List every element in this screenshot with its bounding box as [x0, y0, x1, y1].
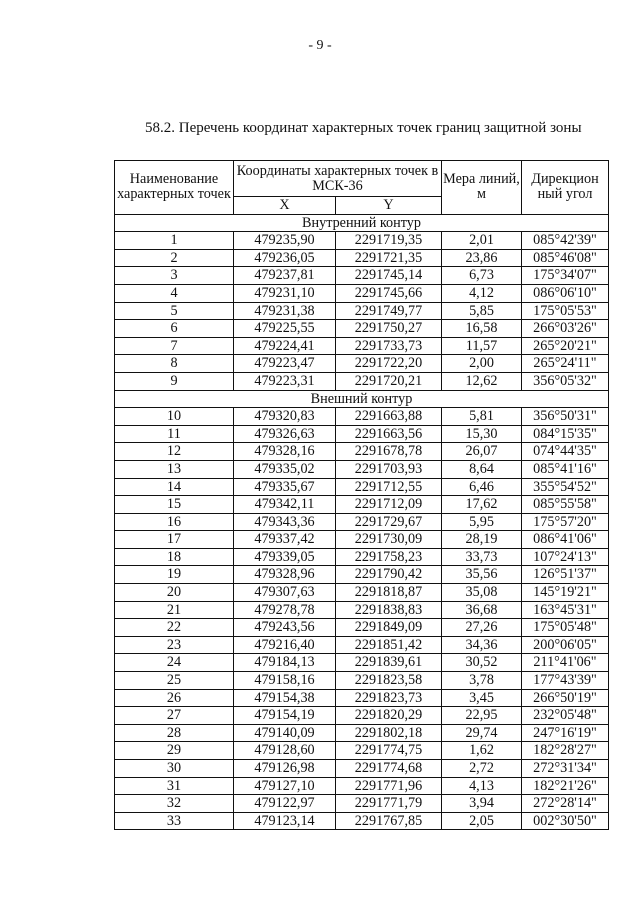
cell-point: 8: [115, 355, 234, 373]
cell-point: 19: [115, 566, 234, 584]
cell-length: 5,95: [442, 513, 522, 531]
table-row: [115, 654, 609, 672]
page-number: - 9 -: [308, 38, 332, 53]
cell-length: 35,56: [442, 566, 522, 584]
cell-x: 479231,10: [234, 284, 336, 302]
cell-angle: 175°05'53": [522, 302, 609, 320]
cell-angle: 247°16'19": [522, 724, 609, 742]
cell-y: 2291802,18: [336, 724, 442, 742]
cell-x: 479223,31: [234, 372, 336, 390]
header-line-length: Мера линий, м: [442, 161, 522, 215]
cell-length: 1,62: [442, 742, 522, 760]
cell-point: 7: [115, 337, 234, 355]
cell-point: 25: [115, 672, 234, 690]
cell-y: 2291758,23: [336, 548, 442, 566]
cell-length: 3,94: [442, 795, 522, 813]
table-row: [115, 724, 609, 742]
cell-point: 1: [115, 232, 234, 250]
cell-angle: 126°51'37": [522, 566, 609, 584]
cell-angle: 266°50'19": [522, 689, 609, 707]
cell-x: 479307,63: [234, 584, 336, 602]
cell-length: 27,26: [442, 619, 522, 637]
table-row: [115, 302, 609, 320]
cell-angle: 355°54'52": [522, 478, 609, 496]
cell-y: 2291745,66: [336, 284, 442, 302]
cell-angle: 085°41'16": [522, 460, 609, 478]
cell-point: 6: [115, 320, 234, 338]
table-row: [115, 496, 609, 514]
cell-length: 3,45: [442, 689, 522, 707]
cell-y: 2291663,56: [336, 425, 442, 443]
cell-x: 479216,40: [234, 636, 336, 654]
cell-point: 16: [115, 513, 234, 531]
cell-point: 18: [115, 548, 234, 566]
cell-length: 2,72: [442, 760, 522, 778]
cell-y: 2291678,78: [336, 443, 442, 461]
cell-angle: 272°31'34": [522, 760, 609, 778]
table-row: [115, 636, 609, 654]
cell-angle: 200°06'05": [522, 636, 609, 654]
table-row: [115, 619, 609, 637]
cell-y: 2291771,79: [336, 795, 442, 813]
cell-point: 15: [115, 496, 234, 514]
table-row: [115, 425, 609, 443]
table-row: [115, 232, 609, 250]
cell-point: 5: [115, 302, 234, 320]
cell-y: 2291790,42: [336, 566, 442, 584]
table-row: [115, 531, 609, 549]
outer-contour-row: [115, 390, 609, 408]
cell-angle: 085°42'39": [522, 232, 609, 250]
table-row: [115, 584, 609, 602]
cell-y: 2291663,88: [336, 408, 442, 426]
cell-y: 2291838,83: [336, 601, 442, 619]
cell-point: 29: [115, 742, 234, 760]
table-row: [115, 408, 609, 426]
cell-angle: 177°43'39": [522, 672, 609, 690]
cell-x: 479231,38: [234, 302, 336, 320]
cell-length: 15,30: [442, 425, 522, 443]
cell-angle: 086°41'06": [522, 531, 609, 549]
cell-angle: 175°34'07": [522, 267, 609, 285]
cell-length: 8,64: [442, 460, 522, 478]
cell-point: 30: [115, 760, 234, 778]
cell-y: 2291774,68: [336, 760, 442, 778]
cell-length: 22,95: [442, 707, 522, 725]
cell-x: 479335,67: [234, 478, 336, 496]
cell-length: 6,46: [442, 478, 522, 496]
cell-point: 23: [115, 636, 234, 654]
cell-length: 30,52: [442, 654, 522, 672]
cell-length: 34,36: [442, 636, 522, 654]
table-row: [115, 284, 609, 302]
cell-x: 479223,47: [234, 355, 336, 373]
cell-angle: 085°55'58": [522, 496, 609, 514]
cell-y: 2291823,73: [336, 689, 442, 707]
cell-x: 479328,96: [234, 566, 336, 584]
cell-length: 33,73: [442, 548, 522, 566]
table-row: [115, 689, 609, 707]
cell-angle: 085°46'08": [522, 249, 609, 267]
cell-point: 33: [115, 812, 234, 830]
cell-y: 2291719,35: [336, 232, 442, 250]
cell-angle: 356°05'32": [522, 372, 609, 390]
cell-point: 14: [115, 478, 234, 496]
cell-y: 2291730,09: [336, 531, 442, 549]
cell-x: 479154,19: [234, 707, 336, 725]
cell-point: 9: [115, 372, 234, 390]
coordinates-table: [114, 160, 609, 830]
cell-x: 479158,16: [234, 672, 336, 690]
cell-x: 479184,13: [234, 654, 336, 672]
table-row: [115, 267, 609, 285]
cell-x: 479337,42: [234, 531, 336, 549]
table-row: [115, 707, 609, 725]
cell-length: 3,78: [442, 672, 522, 690]
cell-length: 2,05: [442, 812, 522, 830]
cell-length: 4,12: [442, 284, 522, 302]
cell-y: 2291749,77: [336, 302, 442, 320]
cell-x: 479128,60: [234, 742, 336, 760]
section-title: 58.2. Перечень координат характерных точек границ защитной зоны: [145, 120, 582, 136]
cell-point: 27: [115, 707, 234, 725]
cell-angle: 265°20'21": [522, 337, 609, 355]
cell-y: 2291745,14: [336, 267, 442, 285]
cell-length: 5,85: [442, 302, 522, 320]
cell-length: 35,08: [442, 584, 522, 602]
table-row: [115, 513, 609, 531]
cell-angle: 002°30'50": [522, 812, 609, 830]
cell-angle: 084°15'35": [522, 425, 609, 443]
cell-x: 479122,97: [234, 795, 336, 813]
cell-angle: 175°05'48": [522, 619, 609, 637]
cell-angle: 175°57'20": [522, 513, 609, 531]
table-row: [115, 548, 609, 566]
cell-x: 479278,78: [234, 601, 336, 619]
cell-angle: 074°44'35": [522, 443, 609, 461]
cell-length: 2,01: [442, 232, 522, 250]
table-row: [115, 443, 609, 461]
cell-length: 11,57: [442, 337, 522, 355]
cell-x: 479126,98: [234, 760, 336, 778]
cell-y: 2291750,27: [336, 320, 442, 338]
cell-x: 479235,90: [234, 232, 336, 250]
cell-point: 3: [115, 267, 234, 285]
cell-point: 22: [115, 619, 234, 637]
cell-point: 10: [115, 408, 234, 426]
cell-y: 2291774,75: [336, 742, 442, 760]
table-row: [115, 812, 609, 830]
cell-length: 26,07: [442, 443, 522, 461]
cell-point: 24: [115, 654, 234, 672]
cell-point: 31: [115, 777, 234, 795]
cell-angle: 182°21'26": [522, 777, 609, 795]
cell-y: 2291851,42: [336, 636, 442, 654]
inner-contour-row: [115, 214, 609, 232]
cell-length: 17,62: [442, 496, 522, 514]
cell-y: 2291771,96: [336, 777, 442, 795]
table-row: [115, 795, 609, 813]
table-row: [115, 478, 609, 496]
cell-x: 479237,81: [234, 267, 336, 285]
cell-y: 2291712,55: [336, 478, 442, 496]
cell-angle: 086°06'10": [522, 284, 609, 302]
cell-x: 479320,83: [234, 408, 336, 426]
cell-y: 2291849,09: [336, 619, 442, 637]
cell-point: 13: [115, 460, 234, 478]
section-label: Внутренний контур: [115, 214, 609, 232]
cell-y: 2291721,35: [336, 249, 442, 267]
cell-y: 2291820,29: [336, 707, 442, 725]
cell-x: 479140,09: [234, 724, 336, 742]
table-row: [115, 372, 609, 390]
cell-angle: 272°28'14": [522, 795, 609, 813]
cell-point: 32: [115, 795, 234, 813]
cell-length: 16,58: [442, 320, 522, 338]
cell-angle: 145°19'21": [522, 584, 609, 602]
table-row: [115, 249, 609, 267]
table-row: [115, 742, 609, 760]
table-row: [115, 760, 609, 778]
header-point-name: Наименование характерных точек: [115, 161, 234, 215]
cell-x: 479123,14: [234, 812, 336, 830]
cell-length: 29,74: [442, 724, 522, 742]
cell-y: 2291823,58: [336, 672, 442, 690]
cell-x: 479225,55: [234, 320, 336, 338]
table-row: [115, 566, 609, 584]
cell-angle: 211°41'06": [522, 654, 609, 672]
table-row: [115, 320, 609, 338]
table-row: [115, 777, 609, 795]
table-row: [115, 601, 609, 619]
cell-x: 479236,05: [234, 249, 336, 267]
cell-y: 2291818,87: [336, 584, 442, 602]
section-label: Внешний контур: [115, 390, 609, 408]
cell-point: 12: [115, 443, 234, 461]
cell-point: 11: [115, 425, 234, 443]
cell-length: 12,62: [442, 372, 522, 390]
table-row: [115, 337, 609, 355]
cell-x: 479127,10: [234, 777, 336, 795]
cell-point: 20: [115, 584, 234, 602]
header-x: X: [234, 197, 336, 215]
cell-length: 4,13: [442, 777, 522, 795]
cell-y: 2291703,93: [336, 460, 442, 478]
cell-length: 23,86: [442, 249, 522, 267]
cell-point: 2: [115, 249, 234, 267]
header-direction-angle: Дирекцион ный угол: [522, 161, 609, 215]
cell-length: 2,00: [442, 355, 522, 373]
cell-x: 479243,56: [234, 619, 336, 637]
cell-y: 2291712,09: [336, 496, 442, 514]
cell-angle: 265°24'11": [522, 355, 609, 373]
cell-x: 479342,11: [234, 496, 336, 514]
cell-x: 479154,38: [234, 689, 336, 707]
table-body: [115, 214, 609, 830]
cell-x: 479335,02: [234, 460, 336, 478]
cell-x: 479343,36: [234, 513, 336, 531]
cell-angle: 107°24'13": [522, 548, 609, 566]
header-coordinates: Координаты характерных точек в МСК-36: [234, 161, 442, 197]
cell-x: 479339,05: [234, 548, 336, 566]
cell-x: 479328,16: [234, 443, 336, 461]
cell-y: 2291733,73: [336, 337, 442, 355]
cell-x: 479224,41: [234, 337, 336, 355]
table-row: [115, 672, 609, 690]
header-y: Y: [336, 197, 442, 215]
cell-angle: 232°05'48": [522, 707, 609, 725]
cell-point: 21: [115, 601, 234, 619]
cell-y: 2291720,21: [336, 372, 442, 390]
cell-point: 26: [115, 689, 234, 707]
cell-angle: 266°03'26": [522, 320, 609, 338]
cell-y: 2291839,61: [336, 654, 442, 672]
cell-y: 2291729,67: [336, 513, 442, 531]
cell-point: 17: [115, 531, 234, 549]
cell-angle: 182°28'27": [522, 742, 609, 760]
cell-length: 5,81: [442, 408, 522, 426]
cell-length: 36,68: [442, 601, 522, 619]
cell-length: 6,73: [442, 267, 522, 285]
cell-point: 4: [115, 284, 234, 302]
cell-y: 2291722,20: [336, 355, 442, 373]
cell-angle: 163°45'31": [522, 601, 609, 619]
table-row: [115, 460, 609, 478]
table-row: [115, 355, 609, 373]
cell-angle: 356°50'31": [522, 408, 609, 426]
cell-x: 479326,63: [234, 425, 336, 443]
cell-y: 2291767,85: [336, 812, 442, 830]
cell-length: 28,19: [442, 531, 522, 549]
cell-point: 28: [115, 724, 234, 742]
